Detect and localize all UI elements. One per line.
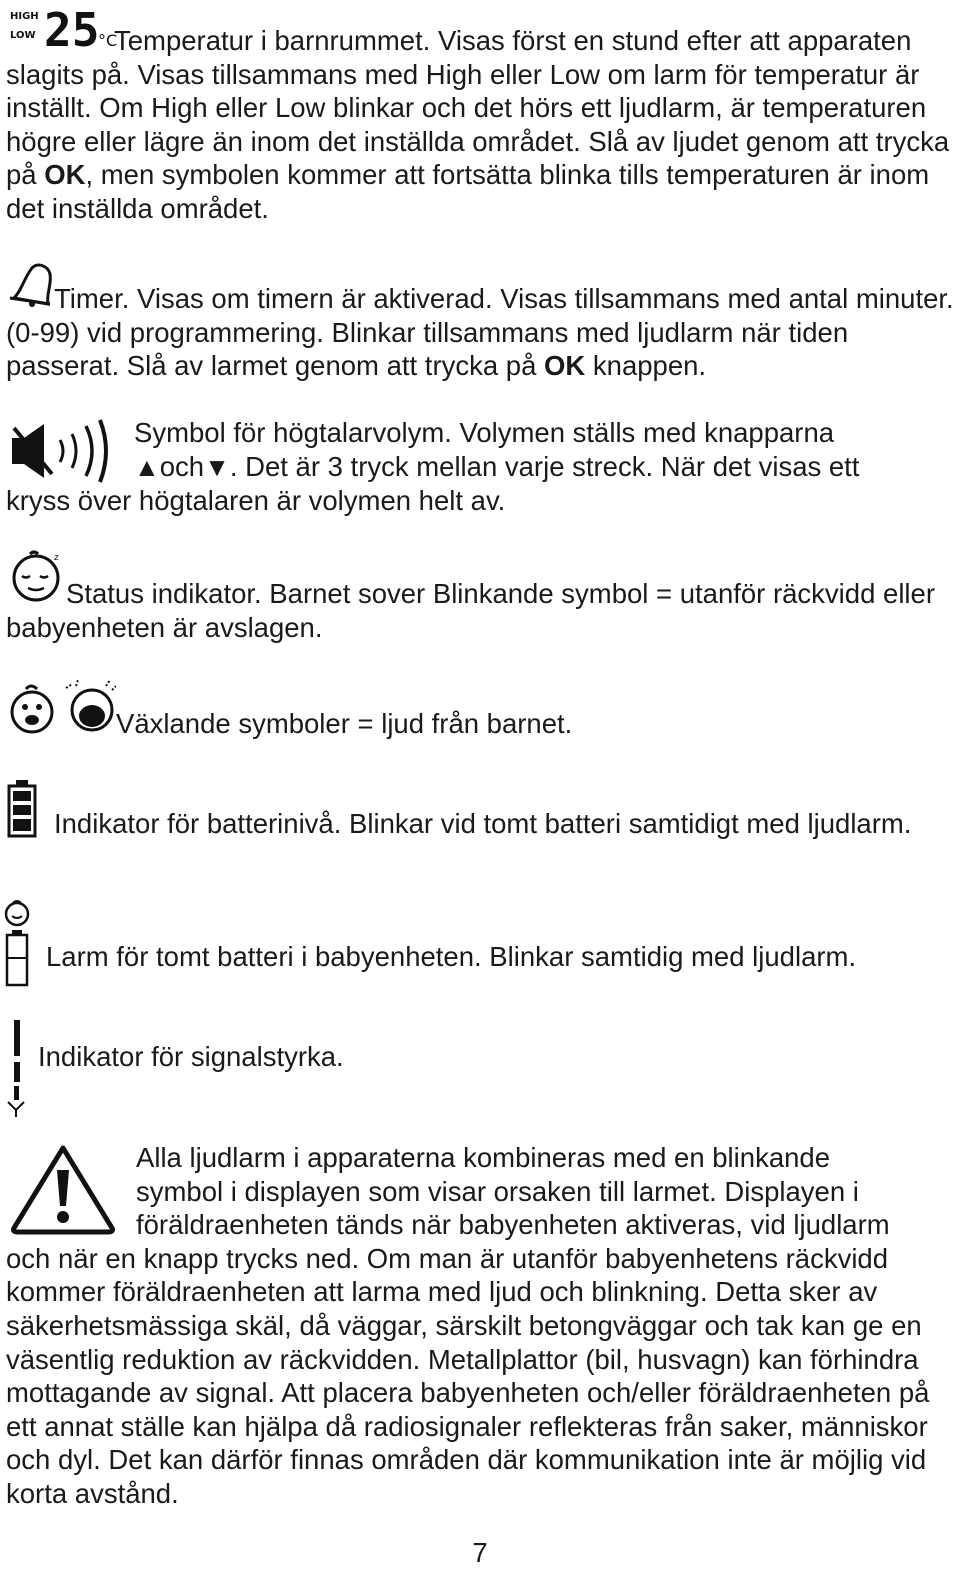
speaker-line-3: kryss över högtalaren är volymen helt av. (6, 485, 506, 517)
speaker-line-2: ▲och▼. Det är 3 tryck mellan varje streck. När det visas ett (134, 450, 860, 482)
ok-label: OK (44, 159, 86, 191)
sound-section (6, 707, 956, 741)
warning-description: och när en knapp trycks ned. Om man är utanför babyenhetens räckvidd kommer föräldraenheten att larma med ljud och blinkning. Detta sker av säkerhetsmässiga skäl, då väggar, särskilt betongväggar och tak kan ge en väsentlig reduktion av räckvidden. Metallplattor (bil, husvagn) kan förhindra mottagande av signal. Att placera babyenheten och/eller föräldraenheten på ett annat ställe kan hjälpa då radiosignaler reflekteras från saker, människor och dyl. Det kan därför finnas områden där kommunikation inte är möjlig vid korta avstånd. (6, 1242, 930, 1509)
ok-label: OK (544, 350, 586, 382)
warning-section (6, 1141, 956, 1511)
warning-line-2: symbol i displayen som visar orsaken till larmet. Displayen i (136, 1175, 859, 1207)
baby-battery-section (6, 940, 956, 974)
speaker-section (6, 416, 956, 518)
temp-value: 25 (44, 4, 100, 50)
up-arrow-icon: ▲ (134, 451, 160, 482)
battery-description: Indikator för batterinivå. Blinkar vid tomt batteri samtidigt med ljudlarm. (54, 808, 912, 839)
temp-unit: °C (98, 31, 118, 50)
warning-line-1: Alla ljudlarm i apparaterna kombineras med en blinkande (136, 1142, 830, 1173)
temperature-section (6, 24, 956, 226)
signal-section (6, 1040, 956, 1074)
sound-description: Växlande symboler = ljud från barnet. (116, 708, 573, 739)
signal-description: Indikator för signalstyrka. (38, 1041, 344, 1072)
temperature-description: Temperatur i barnrummet. Visas först en stund efter att apparaten slagits på. Visas tillsammans med High eller Low om larm för temperatur är inställt. Om High eller Low blinkar och det hörs ett ljudlarm, är temperaturen högre eller lägre än inom det inställda området. Slå av ljudet genom att trycka på OK, men symbolen kommer att fortsätta blinka tills temperaturen är inom det inställda området. (6, 25, 950, 224)
battery-section (6, 807, 956, 841)
warning-line-3: föräldraenheten tänds när babyenheten aktiveras, vid ljudlarm (136, 1209, 890, 1241)
page-number: 7 (472, 1537, 488, 1568)
timer-description: Timer. Visas om timern är aktiverad. Visas tillsammans med antal minuter. (0-99) vid programmering. Blinkar tillsammans med ljudlarm när tiden passerat. Slå av larmet genom att trycka på OK knappen. (6, 283, 954, 382)
temp-low-label: LOW (10, 30, 36, 41)
speaker-line-1: Symbol för högtalarvolym. Volymen ställs med knapparna (134, 417, 835, 448)
temp-high-label: HIGH (10, 11, 39, 22)
baby-battery-description: Larm för tomt batteri i babyenheten. Blinkar samtidig med ljudlarm. (46, 941, 857, 972)
timer-section (6, 282, 956, 383)
down-arrow-icon: ▼ (204, 451, 230, 482)
svg-text:z: z (54, 553, 59, 563)
status-section (6, 577, 956, 644)
status-description: Status indikator. Barnet sover Blinkande symbol = utanför räckvidd eller babyenheten är avslagen. (6, 578, 935, 643)
